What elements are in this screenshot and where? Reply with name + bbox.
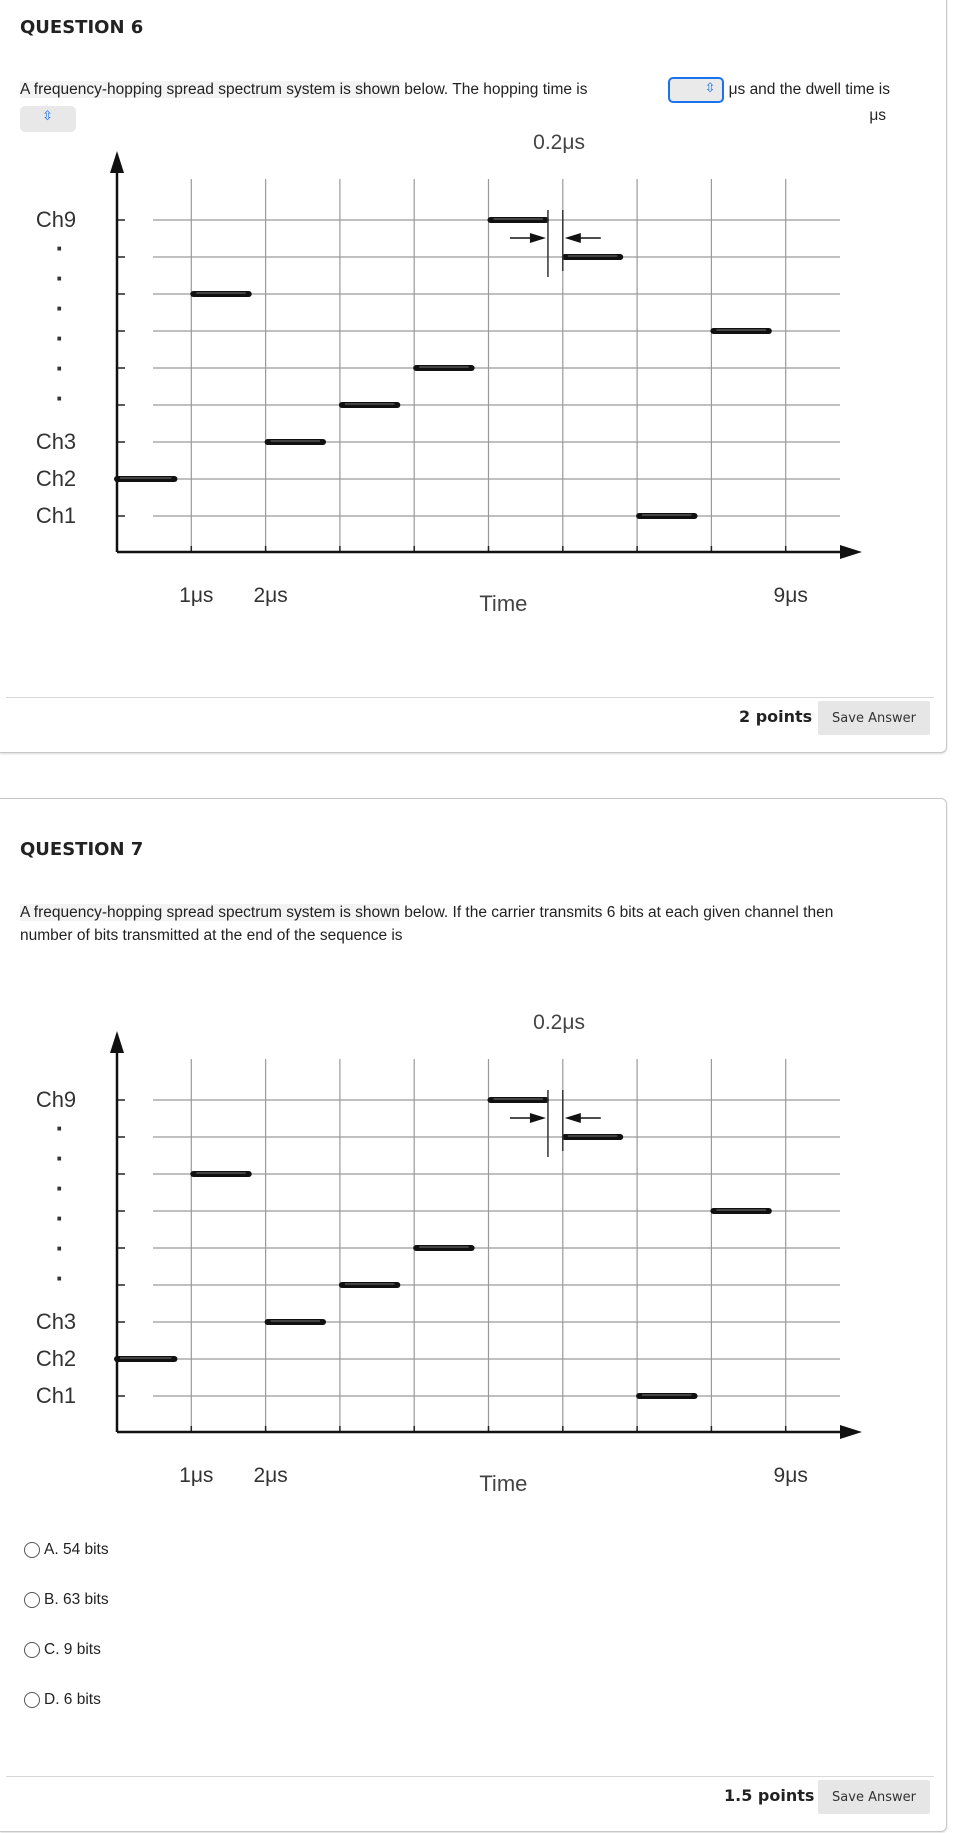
frequency-hopping-chart — [0, 1011, 880, 1511]
option-c[interactable]: C. 9 bits — [24, 1641, 101, 1659]
frequency-hopping-chart — [0, 131, 880, 631]
hopping-time-select[interactable] — [668, 77, 724, 103]
divider — [6, 697, 934, 698]
x-axis-arrow — [840, 545, 862, 559]
y-tick-label: · — [55, 1203, 65, 1233]
radio-button[interactable] — [24, 1642, 40, 1658]
y-tick-label: Ch1 — [35, 503, 77, 528]
question-title: QUESTION 7 — [20, 839, 144, 860]
annotation-arrow-head — [530, 233, 546, 243]
x-tick-label: 1μs — [179, 1464, 214, 1487]
annotation-arrow-head — [530, 1113, 546, 1123]
annotation-arrow-head — [565, 1113, 581, 1123]
y-tick-label: Ch2 — [35, 1346, 77, 1371]
points-label: 1.5 points — [724, 1786, 815, 1805]
y-tick-label: · — [55, 323, 65, 353]
y-tick-label: · — [55, 263, 65, 293]
annotation-label: 0.2μs — [533, 1011, 585, 1034]
question-7-card — [0, 798, 947, 1832]
x-tick-label: 2μs — [253, 584, 288, 607]
question-title: QUESTION 6 — [20, 17, 144, 38]
option-d[interactable]: D. 6 bits — [24, 1691, 101, 1709]
y-tick-label: · — [55, 1263, 65, 1293]
y-axis-arrow — [110, 1031, 124, 1053]
points-label: 2 points — [739, 707, 813, 726]
annotation-label: 0.2μs — [533, 131, 585, 154]
option-b[interactable]: B. 63 bits — [24, 1591, 109, 1609]
x-tick-label: 1μs — [179, 584, 214, 607]
y-tick-label: · — [55, 383, 65, 413]
y-tick-label: Ch9 — [35, 207, 77, 232]
dwell-time-unit: μs — [869, 107, 886, 124]
x-tick-label: 2μs — [253, 1464, 288, 1487]
annotation-arrow-head — [565, 233, 581, 243]
y-tick-label: · — [55, 293, 65, 323]
x-tick-label: 9μs — [773, 1464, 808, 1487]
radio-button[interactable] — [24, 1592, 40, 1608]
radio-button[interactable] — [24, 1542, 40, 1558]
dwell-time-select[interactable] — [20, 106, 76, 132]
y-tick-label: Ch2 — [35, 466, 77, 491]
radio-button[interactable] — [24, 1692, 40, 1708]
divider — [6, 1776, 934, 1777]
save-answer-button[interactable]: Save Answer — [818, 1780, 930, 1814]
y-tick-label: Ch9 — [35, 1087, 77, 1112]
y-tick-label: · — [55, 353, 65, 383]
up-down-chevron-icon: ⇳ — [704, 81, 716, 96]
question-text: A frequency-hopping spread spectrum system is shown below. The hopping time is ⇳ μs and the dwell time is — [20, 75, 890, 105]
x-axis-arrow — [840, 1425, 862, 1439]
y-tick-label: · — [55, 1113, 65, 1143]
y-tick-label: · — [55, 1233, 65, 1263]
y-tick-label: · — [55, 1143, 65, 1173]
y-tick-label: · — [55, 233, 65, 263]
up-down-chevron-icon: ⇳ — [42, 109, 53, 124]
x-tick-label: 9μs — [773, 584, 808, 607]
y-tick-label: Ch3 — [35, 1309, 77, 1334]
y-tick-label: Ch1 — [35, 1383, 77, 1408]
save-answer-button[interactable]: Save Answer — [818, 701, 930, 735]
question-6-card — [0, 0, 947, 753]
question-text: A frequency-hopping spread spectrum system is shown below. If the carrier transmits 6 bits at each given channel then number of bits transmitted at the end of the sequence is — [20, 904, 834, 944]
y-axis-arrow — [110, 151, 124, 173]
option-a[interactable]: A. 54 bits — [24, 1541, 109, 1559]
x-axis-label: Time — [479, 1471, 528, 1496]
x-axis-label: Time — [479, 591, 528, 616]
y-tick-label: Ch3 — [35, 429, 77, 454]
y-tick-label: · — [55, 1173, 65, 1203]
